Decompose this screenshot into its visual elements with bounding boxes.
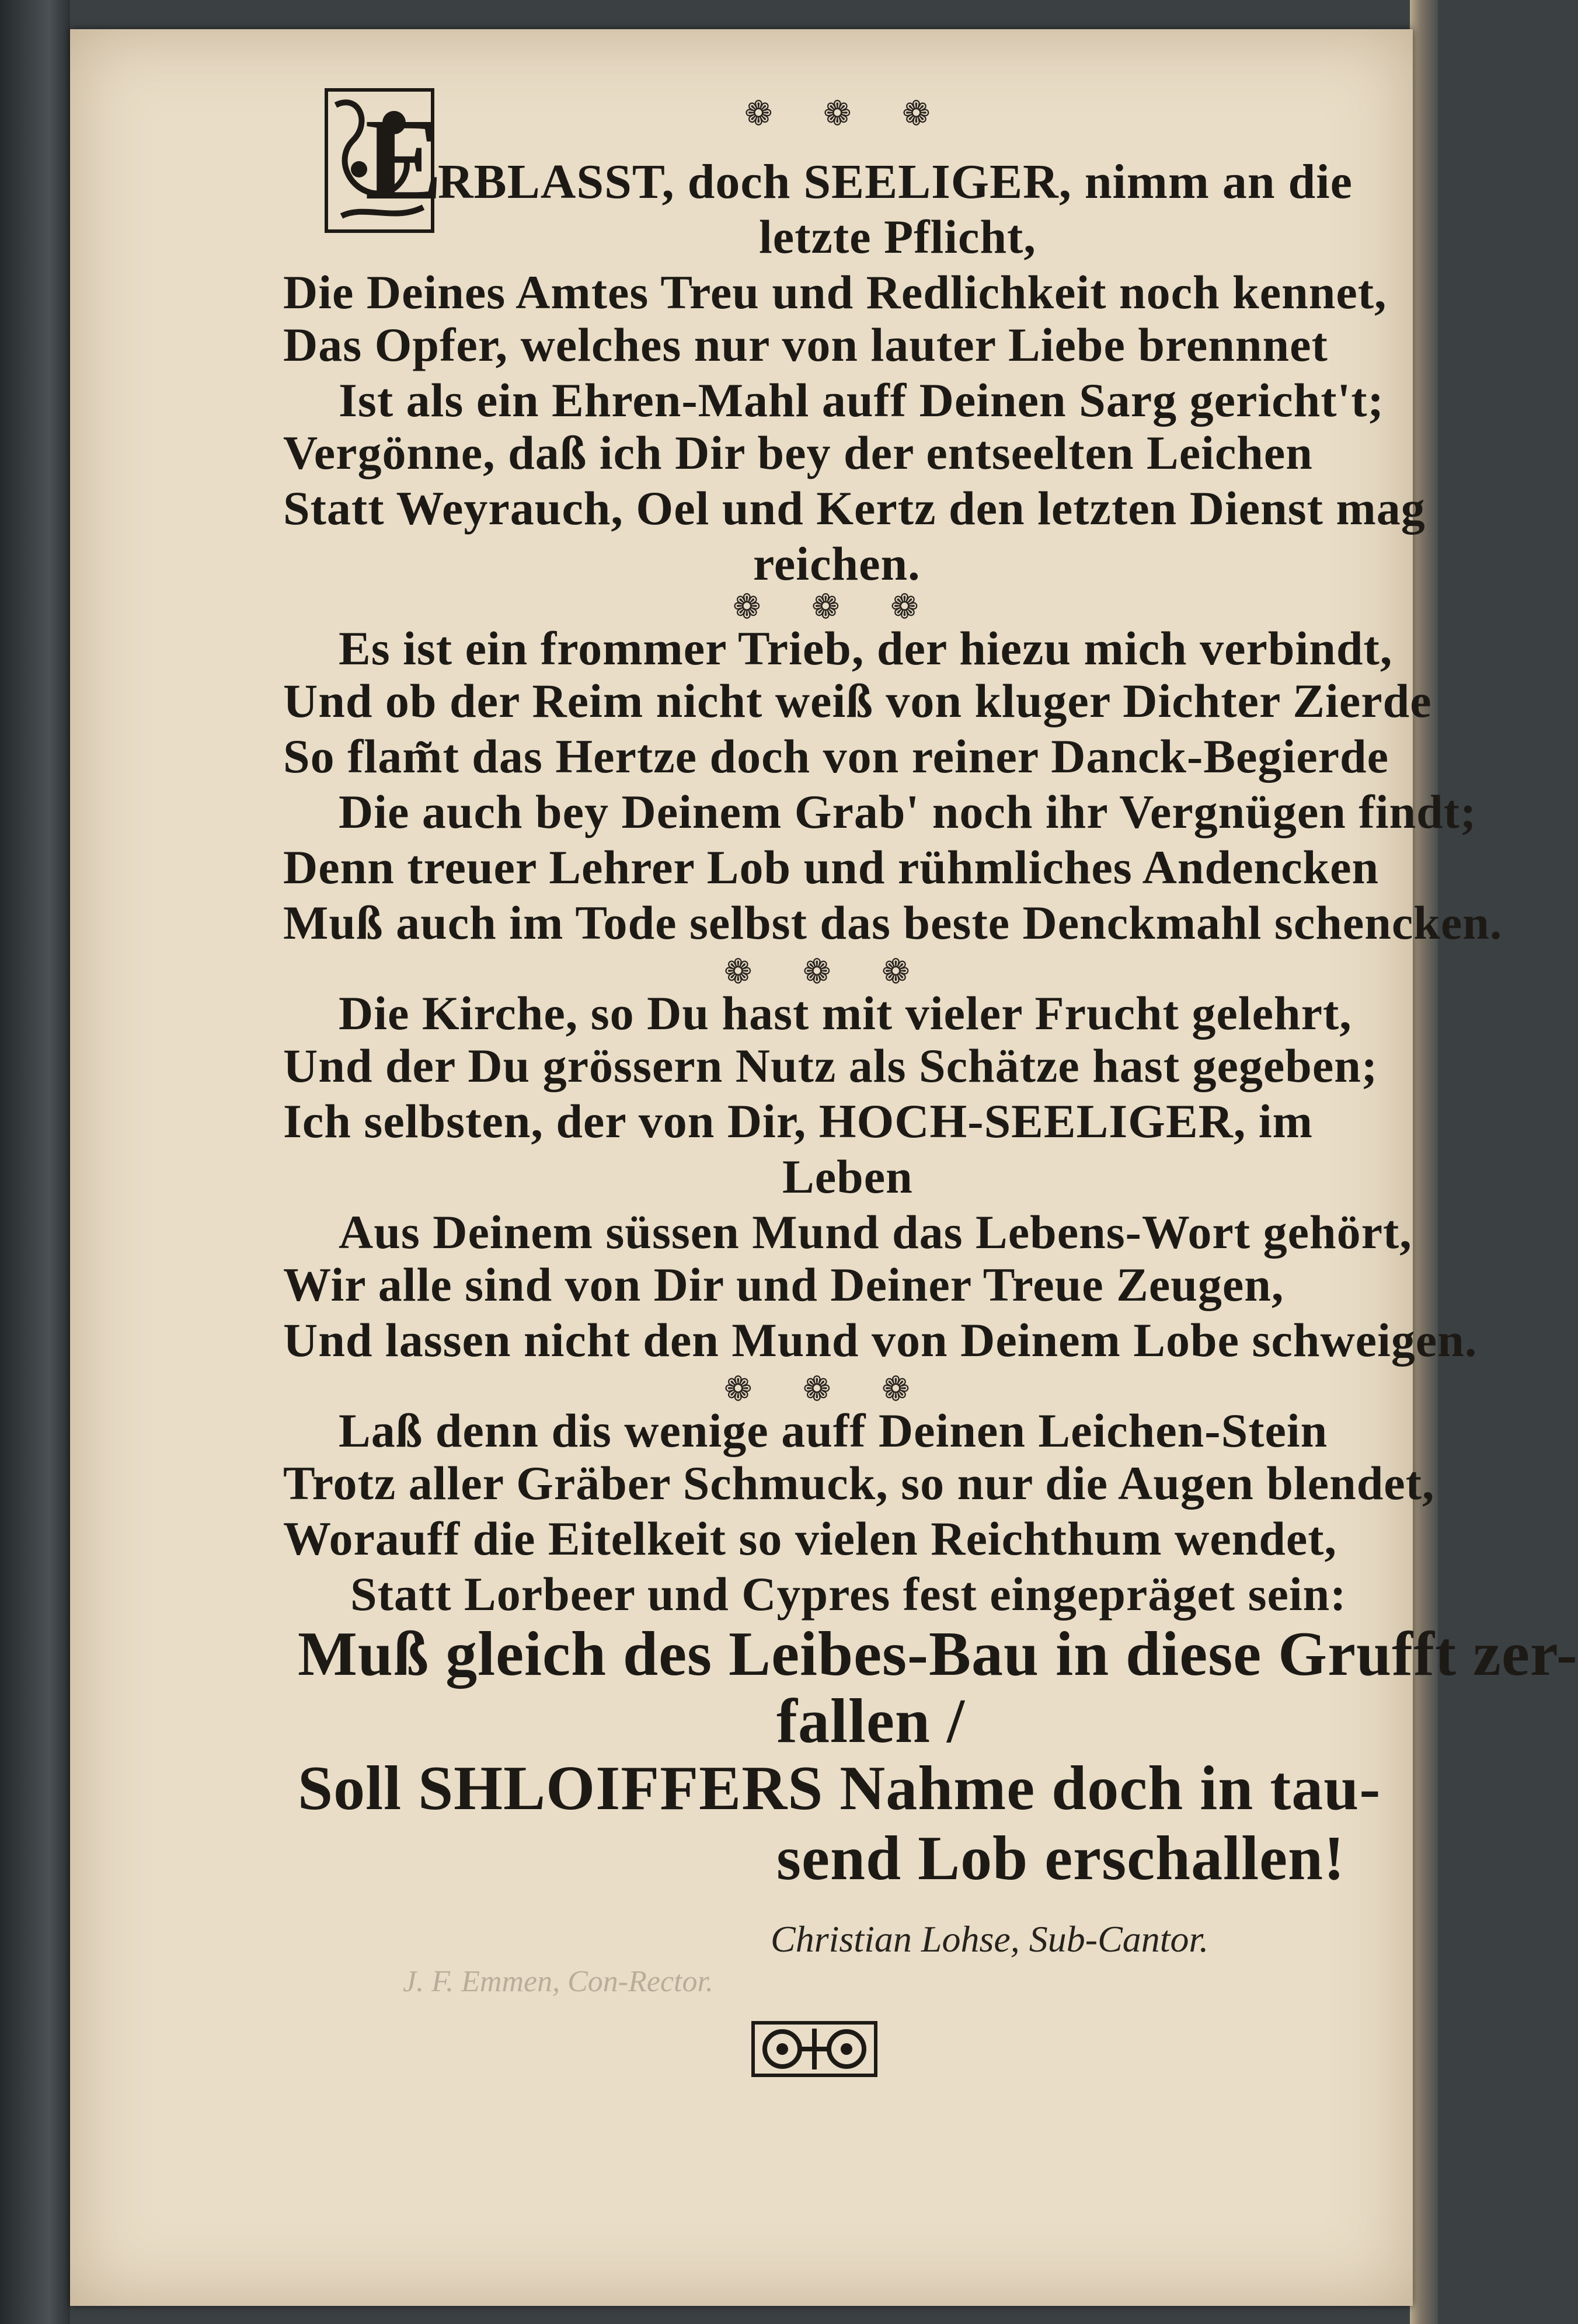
verse-line-large: fallen / [776, 1687, 965, 1756]
verse-line-large: Muß gleich des Leibes-Bau in diese Grufft zer- [298, 1619, 1578, 1689]
verse-line: Es ist ein frommer Trieb, der hiezu mich verbindt, [339, 622, 1393, 675]
verse-line: Vergönne, daß ich Dir bey der entseelten Leichen [283, 426, 1313, 479]
verse-line: So flam̃t das Hertze doch von reiner Danck-Begierde [283, 730, 1389, 783]
tailpiece-ornament-icon [747, 2017, 882, 2081]
verse-line: Die Kirche, so Du hast mit vieler Frucht gelehrt, [339, 987, 1352, 1040]
signature: Christian Lohse, Sub-Cantor. [771, 1918, 1209, 1960]
verse-line: RBLASST, doch SEELIGER, nimm an die [438, 155, 1353, 209]
ornament-divider: ❁ ❁ ❁ [733, 587, 939, 626]
verse-line: Ist als ein Ehren-Mahl auff Deinen Sarg gericht't; [339, 374, 1384, 427]
verse-line: Laß denn dis wenige auff Deinen Leichen-Stein [339, 1404, 1328, 1457]
verse-line: Und der Du grössern Nutz als Schätze hast gegeben; [283, 1039, 1378, 1092]
verse-line: Aus Deinem süssen Mund das Lebens-Wort gehört, [339, 1205, 1412, 1259]
verse-line: Die auch bey Deinem Grab' noch ihr Vergnügen findt; [339, 785, 1477, 838]
verse-line: Statt Lorbeer und Cypres fest eingepräget sein: [350, 1567, 1347, 1621]
verse-line: Worauff die Eitelkeit so vielen Reichthum wendet, [283, 1512, 1337, 1565]
verse-line: Denn treuer Lehrer Lob und rühmliches Andencken [283, 841, 1380, 894]
verse-line: Wir alle sind von Dir und Deiner Treue Zeugen, [283, 1258, 1284, 1311]
bleed-through-text: J. F. Emmen, Con-Rector. [403, 1965, 713, 1998]
verse-line: Und ob der Reim nicht weiß von kluger Dichter Zierde [283, 674, 1432, 727]
verse-line-large: Soll SHLOIFFERS Nahme doch in tau- [298, 1754, 1381, 1823]
verse-line: Die Deines Amtes Treu und Redlichkeit noch kennet, [283, 266, 1387, 319]
svg-text:E: E [365, 95, 443, 224]
book-binding [0, 0, 70, 2324]
ornament-divider: ❁ ❁ ❁ [724, 1369, 930, 1409]
verse-line: Muß auch im Tode selbst das beste Denckmahl schencken. [283, 896, 1503, 949]
page-edge [1410, 0, 1438, 2324]
verse-line: Und lassen nicht den Mund von Deinem Lobe schweigen. [283, 1313, 1478, 1367]
verse-line: Statt Weyrauch, Oel und Kertz den letzten Dienst mag [283, 482, 1426, 535]
ornament-divider: ❁ ❁ ❁ [724, 952, 930, 991]
verse-line: reichen. [753, 537, 921, 590]
verse-line: Trotz aller Gräber Schmuck, so nur die Augen blendet, [283, 1457, 1435, 1510]
verse-line: Das Opfer, welches nur von lauter Liebe brennnet [283, 318, 1328, 371]
ornament-top: ❁ ❁ ❁ [744, 93, 950, 133]
verse-line: letzte Pflicht, [759, 210, 1036, 263]
verse-line-large: send Lob erschallen! [776, 1824, 1346, 1893]
decorated-initial-letter [324, 88, 443, 234]
verse-line: Leben [782, 1150, 913, 1203]
verse-line: Ich selbsten, der von Dir, HOCH-SEELIGER, im [283, 1095, 1313, 1148]
